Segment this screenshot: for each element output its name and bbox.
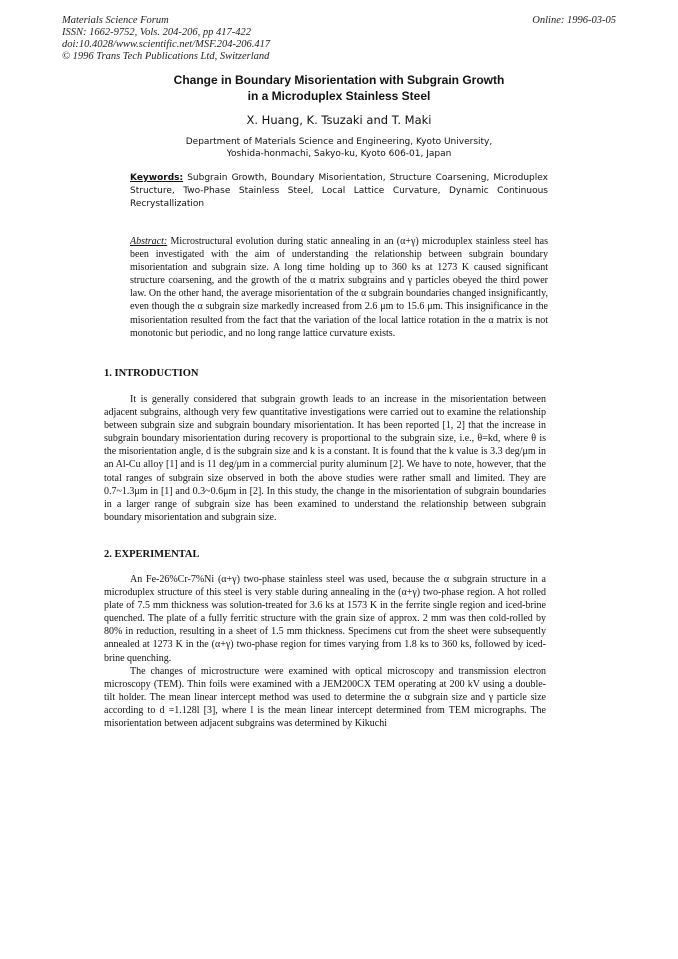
title-line-2: in a Microduplex Stainless Steel xyxy=(247,89,431,103)
paragraph: It is generally considered that subgrain growth leads to an increase in the misorientation between adjacent subgrains, although very few quantitative investigations were carried out to examine the relationship between subgrain size and subgrain boundary misorientation. It has been reported [1, 2] that the increase in subgrain boundary misorientation during recovery is proportional to the subgrain size, i.e., θ=kd, where θ is the misorientation angle, d is the subgrain size and k is a constant. It is found that the k value is 3.3 deg/μm in an Al-Cu alloy [1] and is 11 deg/μm in a commercial purity aluminum [2]. We have to note, however, that the total ranges of subgrain size observed in both the above studies were rather small and limited. They are 0.7~1.3μm in [1] and 0.3~0.6μm in [2]. In this study, the change in the misorientation of subgrain boundaries in a larger range of subgrain size has been examined to understand the relationship between subgrain boundary misorientation and subgrain size. xyxy=(104,394,546,523)
affiliation-line-2: Yoshida-honmachi, Sakyo-ku, Kyoto 606-01, Japan xyxy=(226,149,452,159)
paragraph: An Fe-26%Cr-7%Ni (α+γ) two-phase stainless steel was used, because the α subgrain structure in a microduplex structure of this steel is very stable during annealing in the (α+γ) two-phase region. A hot rolled plate of 7.5 mm thickness was solution-treated for 3.6 ks at 1573 K in the ferrite single region and iced-brine quenched. The plate of a fully ferritic structure with the grain size of approx. 2 mm was then cold-rolled by 80% in reduction, resulting in a sheet of 1.5 mm thickness. Specimens cut from the sheet were subsequently annealed at 1273 K in the (α+γ) two-phase region for times varying from 1.8 ks to 360 ks, followed by iced-brine quenching. xyxy=(104,574,546,664)
abstract-label: Abstract: xyxy=(130,236,168,247)
paragraph: The changes of microstructure were examined with optical microscopy and transmission electron microscopy (TEM). Thin foils were examined with a JEM200CX TEM operating at 200 kV using a double-tilt holder. The mean linear intercept method was used to determine the α subgrain size and γ particle size according to d =1.128l [3], where l is the mean linear intercept determined from TEM micrographs. The misorientation between adjacent subgrains was determined by Kikuchi xyxy=(104,665,546,730)
affiliation-line-1: Department of Materials Science and Engineering, Kyoto University, xyxy=(185,137,493,147)
keywords-label: Keywords: xyxy=(130,173,184,183)
journal-name: Materials Science Forum xyxy=(62,15,169,26)
title-line-1: Change in Boundary Misorientation with Subgrain Growth xyxy=(173,73,505,87)
section-heading-introduction: 1. INTRODUCTION xyxy=(104,368,199,379)
journal-header xyxy=(62,15,270,63)
authors: X. Huang, K. Tsuzaki and T. Maki xyxy=(246,113,432,127)
section-heading-experimental: 2. EXPERIMENTAL xyxy=(104,549,200,560)
copyright-line: © 1996 Trans Tech Publications Ltd, Switzerland xyxy=(62,51,270,62)
issn-line: ISSN: 1662-9752, Vols. 204-206, pp 417-422 xyxy=(62,27,251,38)
section-body-introduction xyxy=(104,393,546,524)
keywords-block xyxy=(130,172,548,211)
online-date: Online: 1996-03-05 xyxy=(532,15,616,26)
doi-line[interactable]: doi:10.4028/www.scientific.net/MSF.204-206.417 xyxy=(62,39,271,50)
abstract-text: Microstructural evolution during static annealing in an (α+γ) microduplex stainless steel has been investigated with the aim of understanding the relationship between subgrain boundary misorientation and subgrain size. A long time holding up to 360 ks at 1273 K caused significant structure coarsening, and the growth of the α matrix subgrains and γ particles obeyed the third power law. On the other hand, the average misorientation of the α subgrain boundaries changed insignificantly, even though the α subgrain size markedly increased from 2.6 μm to 15.6 μm. This insignificance in the misorientation resulted from the fact that the variation of the local lattice rotation in the α matrix is not monotonic but periodic, and no long range lattice curvature exists. xyxy=(130,236,548,339)
keywords-text: Subgrain Growth, Boundary Misorientation, Structure Coarsening, Microduplex Structure, Two-Phase Stainless Steel, Local Lattice Curvature, Dynamic Continuous Recrystallization xyxy=(130,173,548,209)
affiliation xyxy=(60,136,618,160)
abstract-block xyxy=(130,235,548,340)
paper-title xyxy=(60,72,618,104)
section-body-experimental xyxy=(104,573,546,730)
